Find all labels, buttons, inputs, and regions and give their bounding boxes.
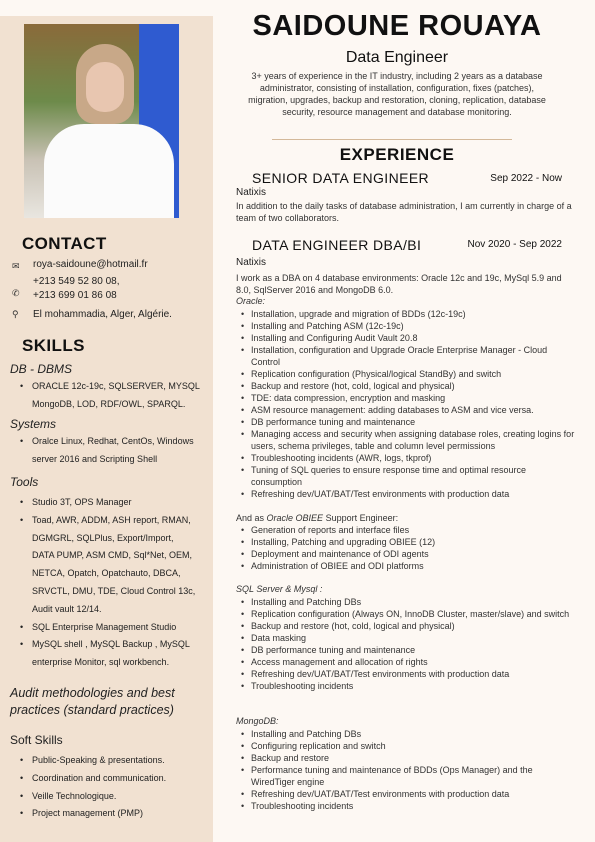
- list-item-continuation: DATA PUMP, ASM CMD, Sql*Net, OEM,: [32, 550, 193, 561]
- sql-label: SQL Server & Mysql :: [236, 584, 323, 594]
- list-item: • ASM resource management: adding databases to ASM and vice versa.: [236, 404, 576, 416]
- obiee-prefix: And as: [236, 513, 267, 523]
- list-item: • Access management and allocation of rights: [236, 656, 576, 668]
- list-item: • Installing, Patching and upgrading OBIEE (12): [236, 536, 576, 548]
- photo-jacket: [44, 124, 174, 218]
- list-item: • Generation of reports and interface files: [236, 524, 576, 536]
- list-item: • Coordination and communication.: [20, 770, 212, 788]
- list-item: • Deployment and maintenance of ODI agents: [236, 548, 576, 560]
- list-item: • MySQL shell , MySQL Backup , MySQL: [20, 636, 212, 654]
- list-item: • Performance tuning and maintenance of BDDs (Ops Manager) and the WiredTiger engine: [236, 764, 576, 788]
- sidebar: [0, 16, 213, 842]
- person-name: SAIDOUNE ROUAYA: [252, 10, 542, 42]
- list-item: • Replication configuration (Physical/logical StandBy) and switch: [236, 368, 576, 380]
- list-item: • Tuning of SQL queries to ensure response time and optimal resource consumption: [236, 464, 576, 488]
- oracle-label: Oracle:: [236, 296, 266, 306]
- obiee-suffix: Support Engineer:: [323, 513, 399, 523]
- contact-heading: CONTACT: [22, 234, 107, 253]
- list-item: • Managing access and security when assigning database roles, creating logins for users, schema privileges, table and column level permissions: [236, 428, 576, 452]
- email-icon: ✉: [12, 261, 20, 271]
- mongo-label: MongoDB:: [236, 716, 279, 726]
- job1-company: Natixis: [236, 187, 267, 198]
- list-item: • Troubleshooting incidents: [236, 800, 576, 812]
- list-item: • Backup and restore (hot, cold, logical and physical): [236, 380, 576, 392]
- oracle-task-list: [236, 308, 576, 500]
- list-item: • Toad, AWR, ADDM, ASH report, RMAN,: [20, 512, 212, 530]
- job2-company: Natixis: [236, 257, 267, 268]
- job2-date: Nov 2020 - Sep 2022: [467, 239, 562, 250]
- job2-description: I work as a DBA on 4 database environments: Oracle 12c and 19c, MySql 5.9 and 8.0, SqlServer 2016 and MongoDB 6.0.: [236, 273, 562, 295]
- list-item: • Oralce Linux, Redhat, CentOs, Windows: [20, 433, 212, 451]
- experience-heading: EXPERIENCE: [339, 145, 455, 164]
- list-item: • Installing and Patching ASM (12c-19c): [236, 320, 576, 332]
- phone-icon: ✆: [12, 288, 20, 298]
- list-item: • Veille Technologique.: [20, 788, 212, 806]
- audit-line-2: practices (standard practices): [10, 703, 174, 717]
- list-item: • Administration of OBIEE and ODI platforms: [236, 560, 576, 572]
- job2-title: DATA ENGINEER DBA/BI: [252, 237, 422, 253]
- list-item-continuation: SRVCTL, DMU, TDE, Cloud Control 13c,: [32, 585, 196, 596]
- list-item: • DB performance tuning and maintenance: [236, 416, 576, 428]
- db-dbms-heading: DB - DBMS: [10, 362, 73, 376]
- list-item-continuation: DGMGRL, SQLPlus, Export/Import,: [32, 532, 174, 543]
- list-item: • Configuring replication and switch: [236, 740, 576, 752]
- job1-date: Sep 2022 - Now: [490, 173, 562, 184]
- list-item: • Refreshing dev/UAT/BAT/Test environments with production data: [236, 668, 576, 680]
- list-item: • TDE: data compression, encryption and masking: [236, 392, 576, 404]
- list-item: • DB performance tuning and maintenance: [236, 644, 576, 656]
- soft-skills-heading: Soft Skills: [10, 733, 63, 747]
- list-item: • Data masking: [236, 632, 576, 644]
- list-item: • Installing and Configuring Audit Vault 20.8: [236, 332, 576, 344]
- list-item: • Installation, upgrade and migration of BDDs (12c-19c): [236, 308, 576, 320]
- profile-photo: [24, 24, 179, 218]
- systems-heading: Systems: [10, 417, 57, 431]
- contact-phone-1[interactable]: +213 549 52 80 08,: [33, 276, 120, 287]
- db-dbms-list: [20, 378, 212, 414]
- list-item: • Replication configuration (Always ON, InnoDB Cluster, master/slave) and switch: [236, 608, 576, 620]
- list-item: • Studio 3T, OPS Manager: [20, 494, 212, 512]
- list-item: • Backup and restore: [236, 752, 576, 764]
- soft-skills-list: [20, 752, 212, 823]
- job1-description: In addition to the daily tasks of database administration, I am currently in charge of a team of two collaborators.: [236, 201, 572, 223]
- list-item: • Refreshing dev/UAT/BAT/Test environments with production data: [236, 488, 576, 500]
- contact-phone-2[interactable]: +213 699 01 86 08: [33, 290, 117, 301]
- list-item: • Refreshing dev/UAT/BAT/Test environments with production data: [236, 788, 576, 800]
- tools-heading: Tools: [10, 475, 39, 489]
- contact-email[interactable]: roya-saidoune@hotmail.fr: [33, 259, 148, 270]
- contact-address: El mohammadia, Alger, Algérie.: [33, 309, 172, 320]
- sql-task-list: [236, 596, 576, 692]
- list-item-continuation: enterprise Monitor, sql workbench.: [32, 657, 170, 668]
- job1-title: SENIOR DATA ENGINEER: [252, 170, 430, 186]
- list-item-continuation: NETCA, Opatch, Opatchauto, DBCA,: [32, 568, 181, 579]
- mongo-task-list: [236, 728, 576, 812]
- list-item: • Troubleshooting incidents: [236, 680, 576, 692]
- skills-heading: SKILLS: [22, 336, 85, 355]
- list-item: • Installing and Patching DBs: [236, 728, 576, 740]
- list-item: • Public-Speaking & presentations.: [20, 752, 212, 770]
- obiee-intro: [236, 512, 576, 524]
- obiee-task-list: [236, 524, 576, 572]
- list-item: • Troubleshooting incidents (AWR, logs, tkprof): [236, 452, 576, 464]
- list-item-continuation: MongoDB, LOD, RDF/OWL, SPARQL.: [32, 398, 186, 409]
- list-item: • Installation, configuration and Upgrade Oracle Enterprise Manager - Cloud Control: [236, 344, 576, 368]
- job-role: Data Engineer: [345, 49, 449, 66]
- list-item-continuation: server 2016 and Scripting Shell: [32, 453, 158, 464]
- list-item: • Backup and restore (hot, cold, logical and physical): [236, 620, 576, 632]
- obiee-label: Oracle OBIEE: [266, 513, 324, 523]
- systems-list: [20, 433, 212, 469]
- photo-face: [86, 62, 124, 112]
- divider: [272, 139, 512, 140]
- audit-line-1: Audit methodologies and best: [10, 686, 175, 700]
- list-item-continuation: Audit vault 12/14.: [32, 603, 102, 614]
- list-item: • Installing and Patching DBs: [236, 596, 576, 608]
- list-item: • Project management (PMP): [20, 805, 212, 823]
- list-item: • ORACLE 12c-19c, SQLSERVER, MYSQL: [20, 378, 212, 396]
- list-item: • SQL Enterprise Management Studio: [20, 619, 212, 637]
- location-pin-icon: ⚲: [12, 309, 19, 319]
- profile-summary: 3+ years of experience in the IT industry, including 2 years as a database administrator, consisting of installation, configuration, fixes (patches), migration, upgrades, backup and restoration, cloning, replication, database security, resource management and database monitoring.: [248, 71, 546, 117]
- tools-list: [20, 494, 212, 672]
